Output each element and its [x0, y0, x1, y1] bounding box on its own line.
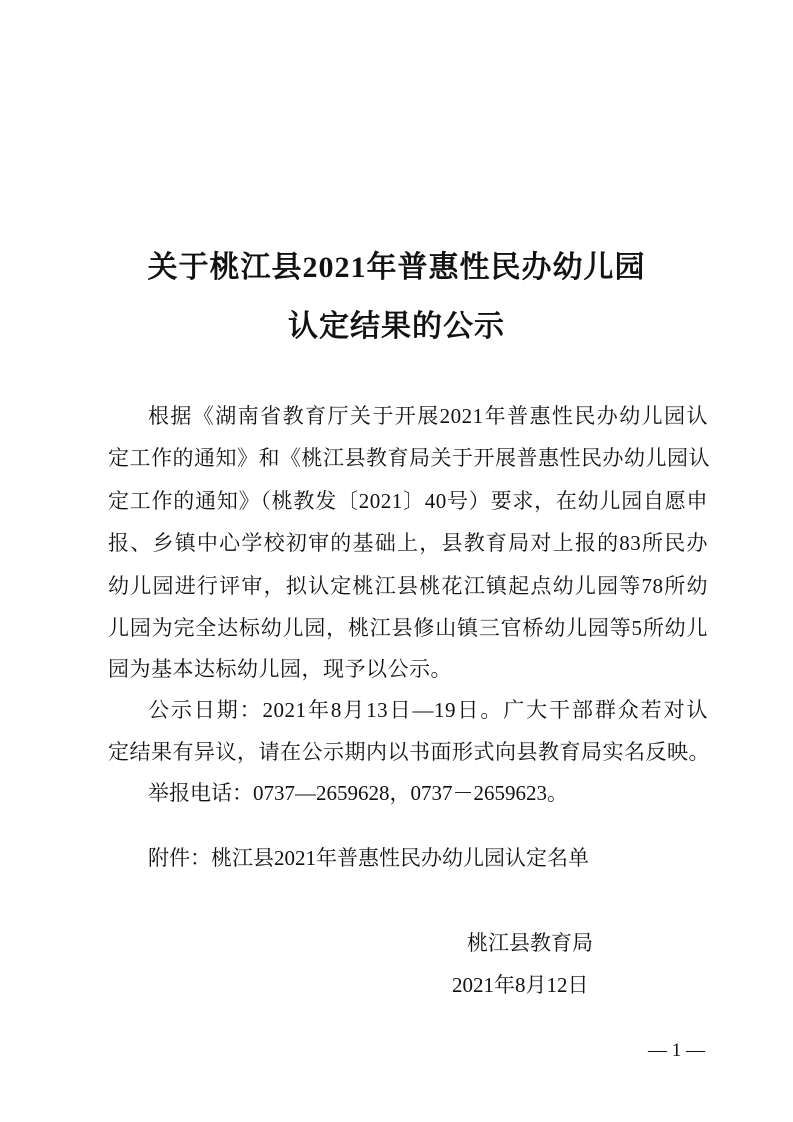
paragraph-2-line: 公示日期：2021年8月13日—19日。广大干部群众若对认 [148, 698, 708, 722]
title-line-1: 关于桃江县2021年普惠性民办幼儿园 [147, 251, 646, 284]
signature-organization: 桃江县教育局 [467, 931, 593, 955]
report-phone: 举报电话：0737—2659628，0737－2659623。 [148, 781, 568, 805]
paragraph-1-line: 根据《湖南省教育厅关于开展2021年普惠性民办幼儿园认 [148, 404, 708, 428]
paragraph-1-line: 报、乡镇中心学校初审的基础上，县教育局对上报的83所民办 [108, 531, 708, 555]
paragraph-1-line: 儿园为完全达标幼儿园，桃江县修山镇三官桥幼儿园等5所幼儿 [108, 616, 708, 640]
paragraph-1-line: 定工作的通知》和《桃江县教育局关于开展普惠性民办幼儿园认 [108, 446, 710, 470]
page-number: — 1 — [648, 1040, 705, 1061]
paragraph-1-line: 幼儿园进行评审，拟认定桃江县桃花江镇起点幼儿园等78所幼 [108, 574, 708, 598]
paragraph-1-line: 园为基本达标幼儿园，现予以公示。 [108, 657, 452, 681]
attachment-note: 附件：桃江县2021年普惠性民办幼儿园认定名单 [148, 846, 589, 870]
paragraph-1-line: 定工作的通知》（桃教发〔2021〕40号）要求，在幼儿园自愿申 [108, 489, 708, 513]
title-line-2: 认定结果的公示 [288, 310, 505, 343]
signature-date: 2021年8月12日 [452, 973, 589, 997]
paragraph-2-line: 定结果有异议，请在公示期内以书面形式向县教育局实名反映。 [108, 740, 710, 764]
